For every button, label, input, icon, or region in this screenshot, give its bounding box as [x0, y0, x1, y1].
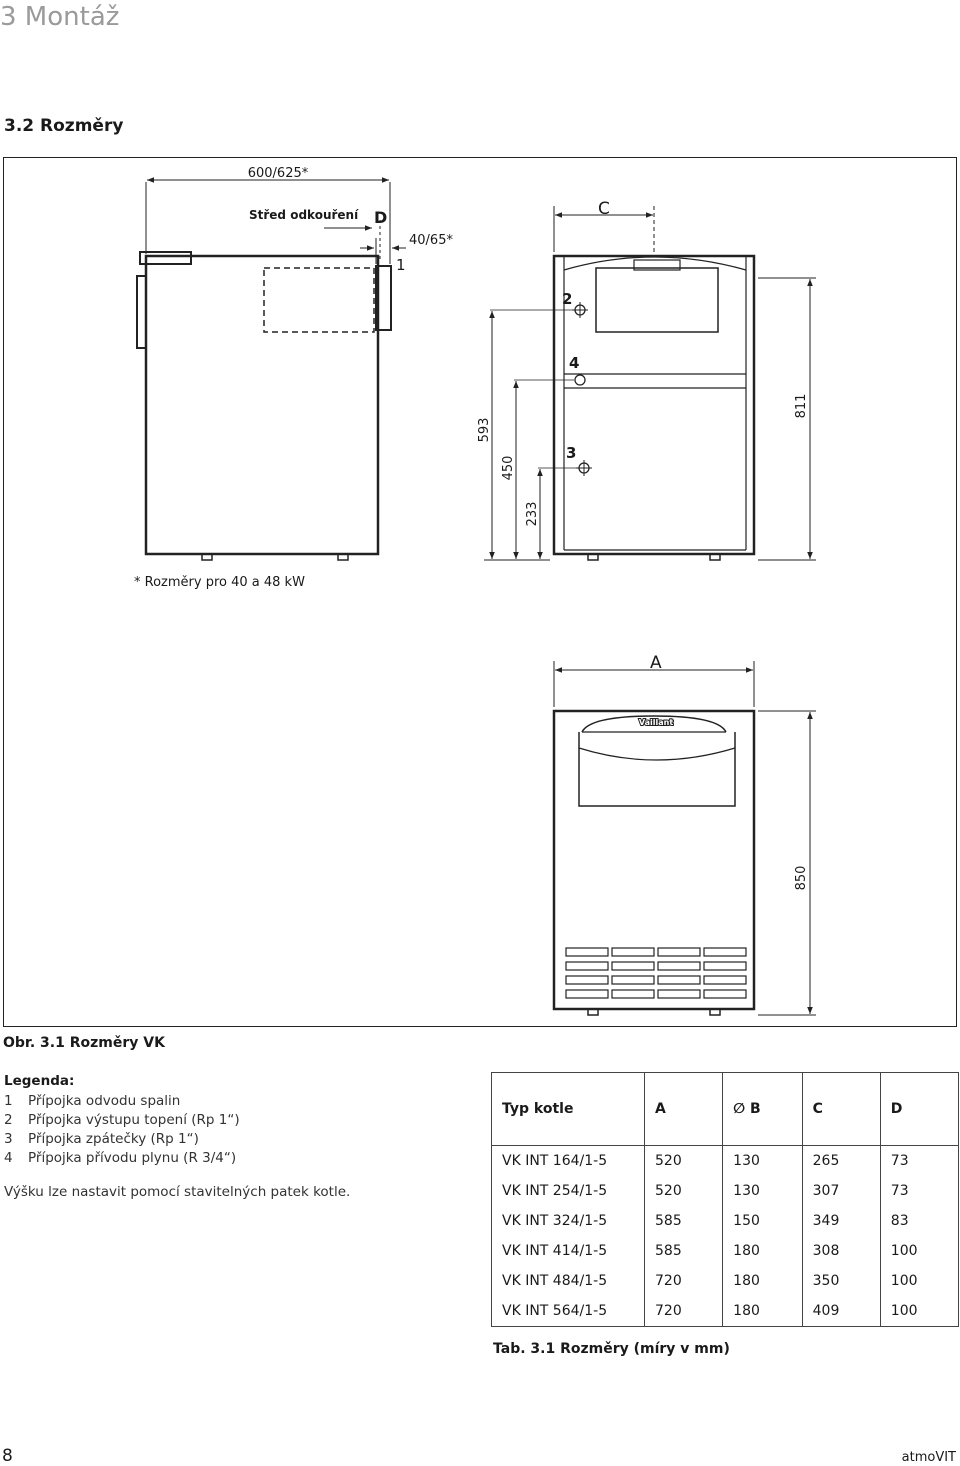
table-cell: 265 — [802, 1146, 880, 1177]
dimension-figure — [3, 157, 957, 1027]
height-593-label: 593 — [477, 417, 492, 443]
table-row — [492, 1296, 959, 1327]
dimension-d-label: D — [374, 208, 388, 227]
connection-4-port — [575, 375, 585, 385]
table-header-row — [492, 1073, 959, 1146]
side-view — [137, 180, 406, 560]
table-cell: 350 — [802, 1266, 880, 1296]
table-cell: 720 — [645, 1296, 723, 1327]
top-width-label: 600/625* — [247, 166, 309, 181]
front-view-door — [579, 732, 735, 806]
table-cell: 520 — [645, 1146, 723, 1177]
legend-item-text: Přípojka přívodu plynu (R 3/4“) — [28, 1150, 237, 1166]
table-header-cell: C — [802, 1073, 880, 1146]
callout-4: 4 — [569, 354, 580, 372]
table-cell: 585 — [645, 1236, 723, 1266]
table-header-cell: ∅ B — [723, 1073, 802, 1146]
table-caption: Tab. 3.1 Rozměry (míry v mm) — [493, 1341, 730, 1357]
side-view-body — [146, 256, 378, 554]
table-cell: 100 — [880, 1296, 958, 1327]
table-cell: 130 — [723, 1176, 802, 1206]
dimension-drawing — [4, 158, 958, 1028]
product-name: atmoVIT — [901, 1450, 956, 1465]
side-view-panel — [137, 276, 146, 348]
table-cell: 307 — [802, 1176, 880, 1206]
legend-item — [4, 1111, 474, 1130]
table-cell: VK INT 484/1-5 — [492, 1266, 645, 1296]
front-view — [554, 661, 816, 1015]
page-number: 8 — [2, 1446, 13, 1466]
figure-caption: Obr. 3.1 Rozměry VK — [3, 1035, 165, 1051]
back-view-draft-hood — [596, 268, 718, 332]
table-row — [492, 1266, 959, 1296]
table-cell: 100 — [880, 1266, 958, 1296]
legend-title: Legenda: — [4, 1073, 75, 1089]
table-cell: VK INT 254/1-5 — [492, 1176, 645, 1206]
table-header-cell: Typ kotle — [492, 1073, 645, 1146]
table-header-cell: A — [645, 1073, 723, 1146]
table-cell: 720 — [645, 1266, 723, 1296]
table-cell: 180 — [723, 1236, 802, 1266]
table-cell: 130 — [723, 1146, 802, 1177]
table-cell: VK INT 164/1-5 — [492, 1146, 645, 1177]
legend-item — [4, 1092, 474, 1111]
table-header-cell: D — [880, 1073, 958, 1146]
legend-item-number: 2 — [4, 1112, 13, 1128]
table-cell: 83 — [880, 1206, 958, 1236]
table-row — [492, 1206, 959, 1236]
footnote: * Rozměry pro 40 a 48 kW — [134, 575, 305, 590]
brand-badge: Vaillant — [638, 718, 674, 727]
table-row — [492, 1146, 959, 1177]
side-view-top-cap — [140, 252, 191, 264]
table-cell: VK INT 564/1-5 — [492, 1296, 645, 1327]
side-view-draft-hood — [264, 268, 374, 332]
height-450-label: 450 — [501, 455, 516, 481]
dimension-c-label: C — [598, 199, 610, 219]
offset-label: 40/65* — [409, 233, 453, 248]
legend-item-number: 1 — [4, 1093, 13, 1109]
table-cell: 73 — [880, 1176, 958, 1206]
legend-item-number: 3 — [4, 1131, 13, 1147]
callout-2: 2 — [562, 290, 573, 308]
table-row — [492, 1236, 959, 1266]
back-view-body — [554, 256, 754, 554]
callout-3: 3 — [566, 444, 577, 462]
legend-item-text: Přípojka odvodu spalin — [28, 1093, 181, 1109]
table-cell: VK INT 324/1-5 — [492, 1206, 645, 1236]
table-cell: 585 — [645, 1206, 723, 1236]
table-cell: 409 — [802, 1296, 880, 1327]
dimension-a-label: A — [650, 653, 662, 673]
table-cell: 73 — [880, 1146, 958, 1177]
legend-note: Výšku lze nastavit pomocí stavitelných patek kotle. — [4, 1184, 351, 1200]
table-cell: 150 — [723, 1206, 802, 1236]
legend-item — [4, 1149, 474, 1168]
section-title: 3.2 Rozměry — [4, 116, 124, 136]
table-cell: 520 — [645, 1176, 723, 1206]
legend-item-text: Přípojka výstupu topení (Rp 1“) — [28, 1112, 240, 1128]
table-row — [492, 1176, 959, 1206]
dimensions-table — [491, 1072, 959, 1327]
table-cell: 349 — [802, 1206, 880, 1236]
table-cell: 100 — [880, 1236, 958, 1266]
flue-center-label: Střed odkouření — [249, 208, 359, 222]
table-cell: 308 — [802, 1236, 880, 1266]
legend — [4, 1073, 474, 1200]
height-850-label: 850 — [794, 865, 809, 891]
height-233-label: 233 — [525, 501, 540, 527]
table-cell: VK INT 414/1-5 — [492, 1236, 645, 1266]
table-cell: 180 — [723, 1296, 802, 1327]
table-cell: 180 — [723, 1266, 802, 1296]
front-view-vents — [566, 948, 746, 998]
callout-1: 1 — [396, 256, 406, 274]
chapter-title: 3 Montáž — [0, 2, 120, 32]
legend-item-number: 4 — [4, 1150, 13, 1166]
legend-item-text: Přípojka zpátečky (Rp 1“) — [28, 1131, 199, 1147]
height-811-label: 811 — [794, 393, 809, 419]
legend-item — [4, 1130, 474, 1149]
